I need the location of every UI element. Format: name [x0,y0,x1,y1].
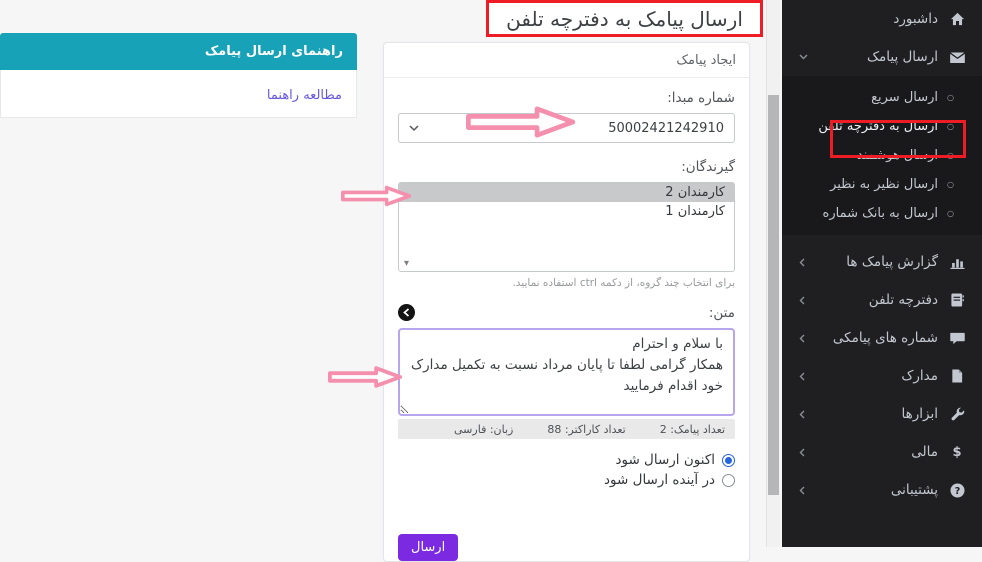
origin-number-value: 50002421242910 [608,120,724,136]
sidebar-item-tools[interactable] [782,395,982,433]
chevron-down-icon [799,54,808,60]
insert-template-button[interactable] [398,304,415,321]
create-sms-card [383,42,750,562]
recipients-hint: برای انتخاب چند گروه، از دکمه ctrl استفاده نمایید. [512,277,735,289]
sidebar-item-label: گزارش پیامک ها [846,254,938,270]
chevron-left-icon [403,308,410,317]
svg-text:?: ? [954,485,960,497]
sidebar-subitem-label: ارسال به دفترچه تلفن [818,119,939,134]
sidebar-subitem-label: ارسال هوشمند [856,148,939,163]
sidebar-item-financial[interactable] [782,433,982,471]
address-book-icon [949,293,965,307]
origin-number-label: شماره مبدا: [667,90,735,106]
sidebar-nav [782,0,982,547]
sidebar-item-sms-numbers[interactable] [782,319,982,357]
sidebar-item-phonebook[interactable] [782,281,982,319]
page-title: ارسال پیامک به دفترچه تلفن [506,6,743,31]
sms-count: تعداد پیامک: 2 [659,422,725,436]
chevron-left-icon [799,410,805,419]
sidebar-subitem-number-bank[interactable] [782,199,982,228]
recipients-label: گیرندگان: [681,159,735,175]
chat-bubble-icon [949,332,965,345]
message-stats-bar [398,419,735,439]
dollar-icon: $ [952,444,962,460]
read-guide-link[interactable]: مطالعه راهنما [266,88,342,103]
radio-send-now[interactable] [722,454,735,467]
guide-panel-body [0,70,357,118]
sidebar-subitem-label: ارسال به بانک شماره [822,206,939,221]
chevron-left-icon [799,486,805,495]
sidebar-subitem-label: ارسال نظیر به نظیر [830,177,939,192]
sidebar-item-label: پشتیبانی [890,482,938,498]
bar-chart-icon [949,256,965,269]
scrollbar-thumb[interactable] [768,95,779,495]
sidebar-item-sms-reports[interactable] [782,243,982,281]
bullet-icon: ○ [947,209,954,218]
recipients-listbox[interactable] [398,182,735,272]
page-title-highlight-box [486,0,763,37]
file-icon [949,369,965,383]
sidebar-item-support[interactable] [782,471,982,509]
recipients-option[interactable]: کارمندان 1 [665,204,725,219]
sidebar-item-label: ارسال پیامک [866,49,938,65]
send-later-label: در آینده ارسال شود [604,472,715,488]
sidebar-item-documents[interactable] [782,357,982,395]
bullet-icon: ○ [947,180,954,189]
sidebar-subitem-peer-to-peer[interactable] [782,170,982,199]
send-now-label: اکنون ارسال شود [615,452,715,468]
origin-number-select[interactable] [398,113,735,143]
sidebar-item-dashboard[interactable] [782,0,982,38]
question-icon [949,483,965,498]
home-icon [949,12,965,26]
send-button[interactable]: ارسال [398,534,458,561]
message-label: متن: [708,304,735,321]
chevron-left-icon [799,448,805,457]
card-title: ایجاد پیامک [384,43,749,78]
envelope-icon [949,52,965,63]
sidebar-subitem-label: ارسال سریع [871,90,939,105]
language-indicator: زبان: فارسی [454,422,514,436]
sidebar-item-label: داشبورد [893,11,938,27]
chevron-left-icon [799,296,805,305]
sidebar-item-label: ابزارها [901,406,938,422]
sidebar-item-label: دفترچه تلفن [868,292,938,308]
radio-send-later[interactable] [722,474,735,487]
recipients-option[interactable]: کارمندان 2 [399,183,734,202]
send-sms-submenu [782,76,982,235]
content-scrollbar[interactable] [766,0,780,547]
sidebar-subitem-quick-send[interactable] [782,83,982,112]
chevron-left-icon [799,334,805,343]
char-count: تعداد کاراکتر: 88 [547,422,626,436]
send-later-option[interactable] [398,472,735,488]
sidebar-item-send-sms[interactable] [782,38,982,76]
chevron-left-icon [799,258,805,267]
sidebar-subitem-smart-send[interactable] [782,141,982,170]
sidebar-item-label: مالی [911,444,938,460]
list-scroll-arrow-icon: ▾ [404,258,410,269]
wrench-icon [949,407,965,422]
bullet-icon: ○ [947,151,954,160]
bullet-icon: ○ [947,93,954,102]
message-textarea[interactable] [398,328,735,416]
guide-panel [0,33,357,118]
bullet-icon: ○ [947,122,954,131]
send-now-option[interactable] [398,452,735,468]
sidebar-item-label: مدارک [901,368,938,384]
sidebar-subitem-send-to-phonebook[interactable] [782,112,982,141]
sidebar-item-label: شماره های پیامکی [832,330,938,346]
guide-panel-header: راهنمای ارسال پیامک [0,33,357,70]
chevron-left-icon [799,372,805,381]
chevron-down-icon [409,125,419,131]
